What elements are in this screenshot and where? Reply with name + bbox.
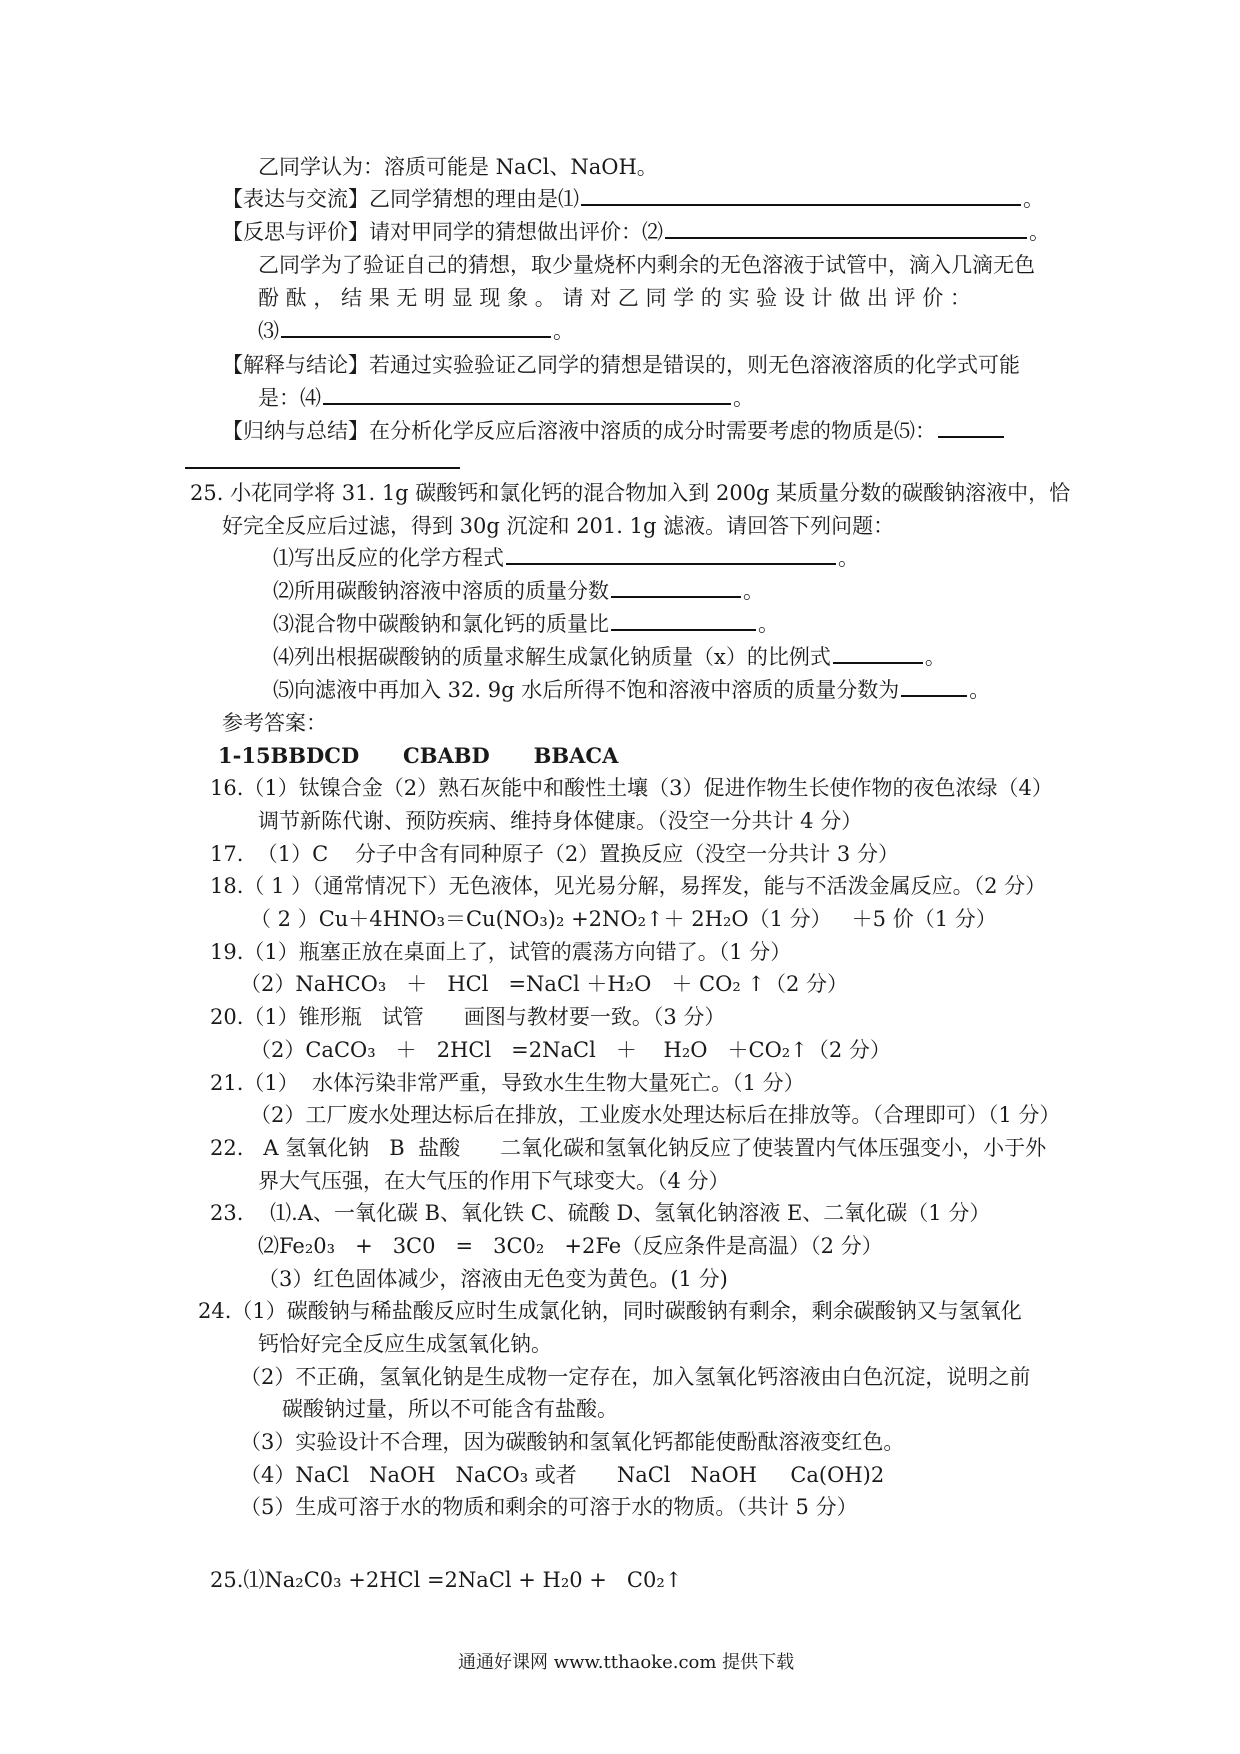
answer-24-line-4: 碳酸钠过量，所以不可能含有盐酸。 <box>282 1397 618 1421</box>
answer-20-line-1: 20.（1）锥形瓶 试管 画图与教材要一致。（3 分） <box>210 1005 726 1029</box>
answer-mcq: 1-15BBDCD CBABD BBACA <box>218 743 619 768</box>
q24-line-5: ⑶ 。 <box>258 319 574 343</box>
answer-blank-1[interactable] <box>581 203 1021 206</box>
answer-20-line-2: （2）CaCO₃ ＋ 2HCl =2NaCl ＋ H₂O ＋CO₂↑（2 分） <box>250 1038 891 1062</box>
answer-24-line-5: （3）实验设计不合理，因为碳酸钠和氢氧化钙都能使酚酞溶液变红色。 <box>240 1430 905 1454</box>
q24-line-7: 是：⑷ 。 <box>258 386 754 410</box>
answer-18-line-2: （ 2 ）Cu＋4HNO₃＝Cu(NO₃)₂ +2NO₂↑＋ 2H₂O（1 分） ＋5 价（1 分） <box>250 907 997 931</box>
q25-blank-3[interactable] <box>611 628 756 631</box>
q25-sub-3: ⑶混合物中碳酸钠和氯化钙的质量比 。 <box>273 612 779 636</box>
q24-line-4: 酚 酞 ， 结 果 无 明 显 现 象 。 请 对 乙 同 学 的 实 验 设 计 做 出 评 价 ： <box>258 286 971 310</box>
q25-blank-2[interactable] <box>611 595 741 598</box>
answer-16-line-1: 16.（1）钛镍合金（2）熟石灰能中和酸性土壤（3）促进作物生长使作物的夜色浓绿（4） <box>210 776 1053 800</box>
answer-21-line-1: 21.（1） 水体污染非常严重，导致水生生物大量死亡。（1 分） <box>210 1071 805 1095</box>
answer-24-line-2: 钙恰好完全反应生成氢氧化钠。 <box>258 1332 552 1356</box>
q24-express-line: 【表达与交流】乙同学猜想的理由是⑴ 。 <box>222 187 1044 211</box>
q25-sub-4: ⑷列出根据碳酸钠的质量求解生成氯化钠质量（x）的比例式 。 <box>273 645 946 669</box>
answer-blank-5[interactable] <box>938 435 1004 438</box>
q25-stem-line-0: 25. 小花同学将 31. 1g 碳酸钙和氯化钙的混合物加入到 200g 某质量分数的碳酸钠溶液中，恰 <box>190 481 1071 505</box>
answer-23-line-1: 23. ⑴.A、一氧化碳 B、氧化铁 C、硫酸 D、氢氧化钠溶液 E、二氧化碳（1 分） <box>210 1201 991 1225</box>
answer-24-line-7: （5）生成可溶于水的物质和剩余的可溶于水的物质。（共计 5 分） <box>240 1495 858 1519</box>
answer-18-line-1: 18.（ 1 ）（通常情况下）无色液体，见光易分解，易挥发，能与不活泼金属反应。（2 分） <box>210 874 1047 898</box>
q24-summary-line: 【归纳与总结】在分析化学反应后溶液中溶质的成分时需要考虑的物质是⑸： <box>222 416 1006 446</box>
q24-line-3: 乙同学为了验证自己的猜想，取少量烧杯内剩余的无色溶液于试管中，滴入几滴无色 <box>258 253 1035 277</box>
answer-24-line-6: （4）NaCl NaOH NaCO₃ 或者 NaCl NaOH Ca(OH)2 <box>240 1463 885 1487</box>
q25-blank-5[interactable] <box>901 694 967 697</box>
q25-stem-line-1: 好完全反应后过滤，得到 30g 沉淀和 201. 1g 滤液。请回答下列问题： <box>222 514 895 538</box>
q25-sub-2: ⑵所用碳酸钠溶液中溶质的质量分数 。 <box>273 579 764 603</box>
answer-16-line-2: 调节新陈代谢、预防疾病、维持身体健康。（没空一分共计 4 分） <box>258 809 863 833</box>
answer-22-line-1: 22. A 氢氧化钠 B 盐酸 二氧化碳和氢氧化钠反应了使装置内气体压强变小，小于外 <box>210 1136 1047 1160</box>
q25-blank-1[interactable] <box>506 562 836 565</box>
answer-19-line-2: （2）NaHCO₃ ＋ HCl =NaCl ＋H₂O ＋ CO₂ ↑（2 分） <box>240 972 849 996</box>
page-footer: 通通好课网 www.tthaoke.com 提供下载 <box>458 1652 795 1673</box>
q25-sub-1: ⑴写出反应的化学方程式 。 <box>273 546 859 570</box>
answer-24-line-1: 24.（1）碳酸钠与稀盐酸反应时生成氯化钠，同时碳酸钠有剩余，剩余碳酸钠又与氢氧化 <box>198 1299 1022 1323</box>
q24-conclusion-line: 【解释与结论】若通过实验验证乙同学的猜想是错误的，则无色溶液溶质的化学式可能 <box>222 353 1020 377</box>
answer-blank-4[interactable] <box>323 402 731 405</box>
answer-21-line-2: （2）工厂废水处理达标后在排放，工业废水处理达标后在排放等。（合理即可）（1 分） <box>250 1103 1061 1127</box>
answer-19-line-1: 19.（1）瓶塞正放在桌面上了，试管的震荡方向错了。（1 分） <box>210 940 792 964</box>
q25-sub-5: ⑸向滤液中再加入 32. 9g 水后所得不饱和溶液中溶质的质量分数为 。 <box>273 678 991 702</box>
answer-25-line-1: 25.⑴Na₂C0₃ +2HCl =2NaCl + H₂0 + C0₂↑ <box>210 1568 683 1592</box>
q25-blank-4[interactable] <box>833 661 923 664</box>
answer-22-line-2: 界大气压强，在大气压的作用下气球变大。（4 分） <box>258 1169 730 1193</box>
answer-24-line-3: （2）不正确，氢氧化钠是生成物一定存在，加入氢氧化钙溶液由白色沉淀，说明之前 <box>240 1365 1031 1389</box>
answer-blank-3[interactable] <box>281 335 551 338</box>
q24-line-0: 乙同学认为：溶质可能是 NaCl、NaOH。 <box>258 155 658 179</box>
answer-23-line-3: （3）红色固体减少，溶液由无色变为黄色。(1 分) <box>258 1267 728 1291</box>
answers-heading: 参考答案： <box>222 711 327 735</box>
answer-blank-5-continuation[interactable] <box>185 467 460 469</box>
answer-17: 17. （1）C 分子中含有同种原子（2）置换反应（没空一分共计 3 分） <box>210 842 899 866</box>
q24-reflect-line: 【反思与评价】请对甲同学的猜想做出评价：⑵ 。 <box>222 220 1050 244</box>
answer-blank-2[interactable] <box>665 236 1027 239</box>
answer-23-line-2: ⑵Fe₂0₃ + 3C0 = 3C0₂ +2Fe（反应条件是高温）（2 分） <box>258 1234 883 1258</box>
